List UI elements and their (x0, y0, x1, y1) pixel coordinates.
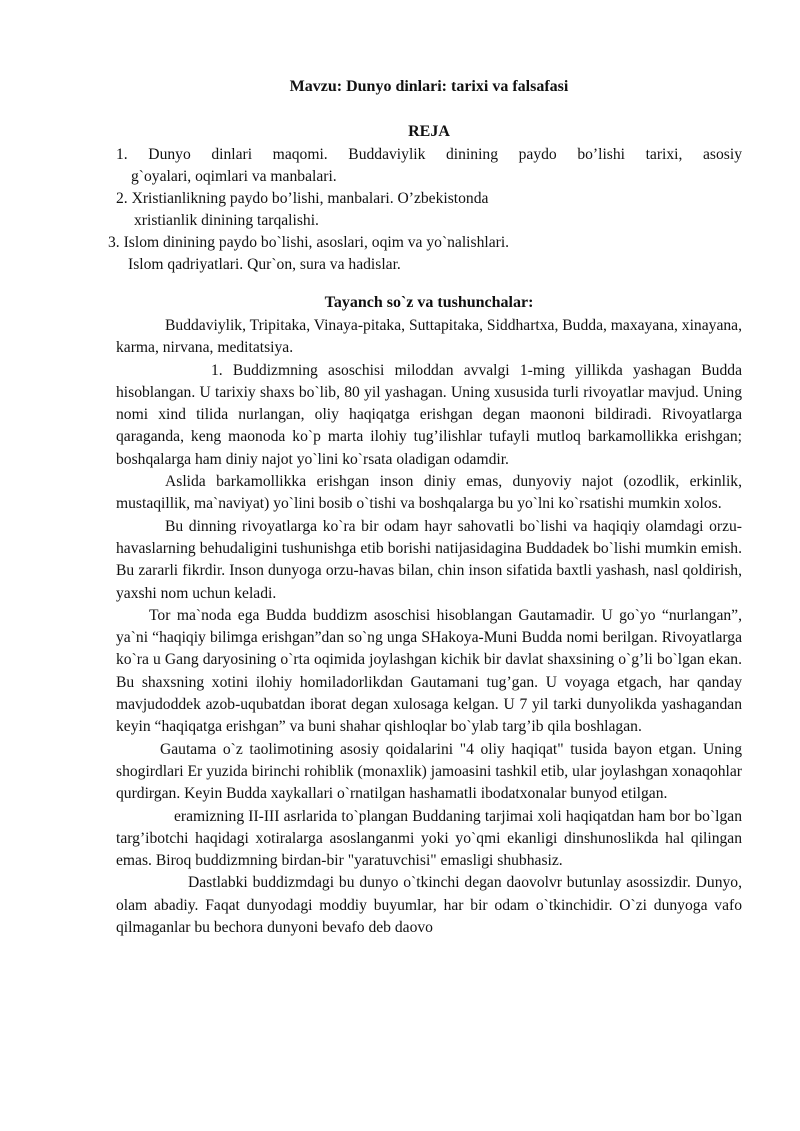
keywords-paragraph: Buddaviylik, Tripitaka, Vinaya-pitaka, Suttapitaka, Siddhartxa, Budda, maxayana, xinayana, karma, nirvana, meditatsiya. (116, 317, 742, 357)
plan-item-2-line-2: xristianlik dinining tarqalishi. (134, 212, 319, 229)
paragraph-6: eramizning II-III asrlarida to`plangan Buddaning tarjimai xoli haqiqatdan ham bor bo`lgan targ’ibotchi haqidagi xotiralarga asoslanganmi yoki yo`qmi ekanligi dinshunoslikda hal qilingan emas. Biroq buddizmning birdan-bir "yaratuvchisi" emasligi shubhasiz. (116, 807, 742, 870)
paragraph-4: Tor ma`noda ega Budda buddizm asoschisi hisoblangan Gautamadir. U go`yo “nurlangan”, ya`ni “haqiqiy bilimga erishgan”dan so`ng unga SHakoya-Muni Budda nomi berilgan. Rivoyatlarga ko`ra u Gang daryosining o`rta oqimida joylashgan kichik bir davlat shaxsining o`g’li bo`lgan ekan. Bu shaxsning xotini ilohiy homiladorlikdan Gautamani tug’gan. U voyaga etgach, har qanday mavjudoddek azob-uqubatdan iborat degan xulosaga kelgan. U 7 yil tarki dunyolikda yashagandan keyin “haqiqatga erishgan” va buni shahar qishloqlar bo`ylab targ’ib qila boshlagan. (116, 606, 742, 736)
paragraph-2: Aslida barkamollikka erishgan inson diniy emas, dunyoviy najot (ozodlik, erkinlik, mustaqillik, ma`naviyat) yo`lini bosib o`tishi va boshqalarga bu yo`lni ko`rsatishi mumkin xolos. (116, 473, 742, 513)
paragraph-1: 1. Buddizmning asoschisi miloddan avvalgi 1-ming yillikda yashagan Budda hisoblangan. U tarixiy shaxs bo`lib, 80 yil yashagan. Uning xususida turli rivoyatlar mavjud. Uning nomi xind tilida nurlangan, oliy haqiqatga erishgan degan maononi bildiradi. Rivoyatlarga qaraganda, keng maonoda ko`p marta ilohiy tug’ilishlar tufayli mutloq barkamollikka erishgan; boshqalarga ham diniy najot yo`lini ko`rsata oladigan odamdir. (116, 361, 742, 468)
plan-item-1-line-1: 1. Dunyo dinlari maqomi. Buddaviylik dinining paydo bo’lishi tarixi, asosiy (116, 146, 742, 163)
keywords-heading: Tayanch so`z va tushunchalar: (324, 294, 534, 311)
paragraph-7: Dastlabki buddizmdagi bu dunyo o`tkinchi degan daovolvr butunlay asossizdir. Dunyo, olam abadiy. Faqat dunyodagi moddiy buyumlar, har bir odam o`tkinchidir. O`zi dunyoga vafo qilmaganlar bu bechora dunyoni bevafo deb daovo (116, 874, 742, 937)
document-title: Mavzu: Dunyo dinlari: tarixi va falsafasi (289, 78, 569, 95)
paragraph-5: Gautama o`z taolimotining asosiy qoidalarini "4 oliy haqiqat" tusida bayon etgan. Uning shogirdlari Er yuzida birinchi rohiblik (monaxlik) jamoasini tashkil etib, ular joylashgan xonaqohlar qurdirgan. Keyin Budda xaykallari o`rnatilgan hashamatli ibodatxonalar bunyod etilgan. (116, 740, 742, 803)
paragraph-3: Bu dinning rivoyatlarga ko`ra bir odam hayr sahovatli bo`lishi va haqiqiy olamdagi orzu-havaslarning behudaligini tushunishga etib borishi natijasidagina Buddadek bo`lishi mumkin emish. Bu zararli fikrdir. Inson dunyoga orzu-havas bilan, chin inson sifatida baxtli yashash, nasl qoldirish, yaxshi nom uchun keladi. (116, 517, 742, 602)
document-body (116, 315, 742, 939)
plan-item-1-line-2: g`oyalari, oqimlari va manbalari. (131, 168, 337, 185)
plan-item-2-line-1: 2. Xristianlikning paydo bo’lishi, manbalari. O’zbekistonda (116, 190, 489, 207)
plan-item-3-line-2: Islom qadriyatlari. Qur`on, sura va hadislar. (128, 256, 401, 273)
plan-heading: REJA (408, 123, 450, 140)
plan-item-3-line-1: 3. Islom dinining paydo bo`lishi, asoslari, oqim va yo`nalishlari. (108, 234, 510, 251)
